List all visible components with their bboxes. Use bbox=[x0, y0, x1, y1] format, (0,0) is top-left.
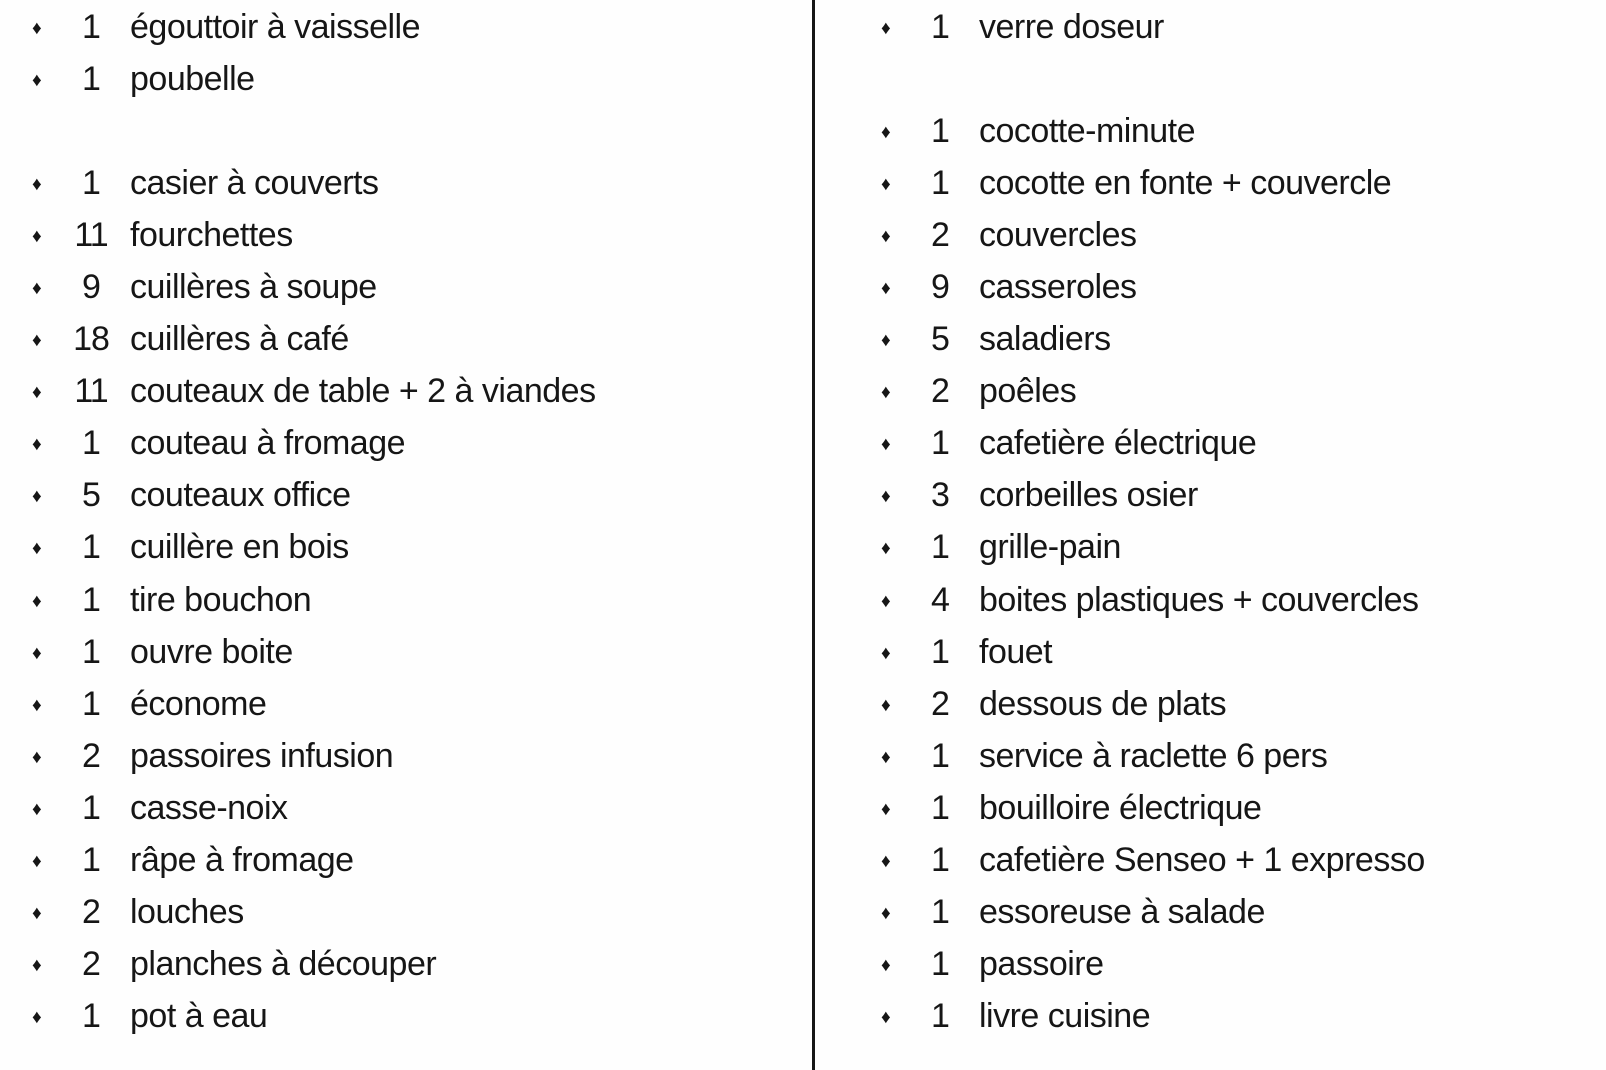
item-quantity: 1 bbox=[931, 7, 949, 46]
list-item bbox=[875, 835, 1606, 887]
item-label: couteaux office bbox=[130, 476, 351, 515]
item-label: poêles bbox=[979, 372, 1077, 411]
item-quantity: 2 bbox=[82, 945, 100, 984]
list-item bbox=[875, 887, 1606, 939]
list-item bbox=[26, 157, 812, 209]
item-label: cocotte-minute bbox=[979, 111, 1195, 150]
item-label: casse-noix bbox=[130, 788, 288, 827]
diamond-bullet-icon: ♦ bbox=[881, 590, 891, 612]
item-label: cocotte en fonte + couvercle bbox=[979, 163, 1392, 202]
item-label: économe bbox=[130, 684, 267, 723]
item-label: cafetière électrique bbox=[979, 424, 1257, 463]
item-label: ouvre boite bbox=[130, 632, 293, 671]
diamond-bullet-icon: ♦ bbox=[881, 903, 891, 925]
diamond-bullet-icon: ♦ bbox=[32, 434, 42, 456]
diamond-bullet-icon: ♦ bbox=[881, 382, 891, 404]
item-label: couteaux de table + 2 à viandes bbox=[130, 372, 596, 411]
diamond-bullet-icon: ♦ bbox=[32, 173, 42, 195]
item-quantity: 1 bbox=[931, 736, 949, 775]
list-item bbox=[875, 782, 1606, 834]
item-label: égouttoir à vaisselle bbox=[130, 7, 421, 46]
item-label: pot à eau bbox=[130, 997, 268, 1036]
diamond-bullet-icon: ♦ bbox=[881, 798, 891, 820]
list-item bbox=[875, 209, 1606, 261]
item-quantity: 11 bbox=[74, 215, 108, 254]
diamond-bullet-icon: ♦ bbox=[32, 903, 42, 925]
diamond-bullet-icon: ♦ bbox=[32, 746, 42, 768]
list-item bbox=[26, 626, 812, 678]
empty-row bbox=[26, 105, 812, 157]
item-label: fourchettes bbox=[130, 215, 293, 254]
item-quantity: 2 bbox=[931, 684, 949, 723]
list-item bbox=[26, 782, 812, 834]
list-item bbox=[875, 366, 1606, 418]
item-quantity: 1 bbox=[82, 424, 100, 463]
item-quantity: 2 bbox=[82, 893, 100, 932]
item-label: saladiers bbox=[979, 320, 1111, 359]
diamond-bullet-icon: ♦ bbox=[881, 851, 891, 873]
item-label: fouet bbox=[979, 632, 1053, 671]
item-label: poubelle bbox=[130, 59, 255, 98]
item-label: corbeilles osier bbox=[979, 476, 1198, 515]
list-item bbox=[26, 522, 812, 574]
diamond-bullet-icon: ♦ bbox=[32, 955, 42, 977]
diamond-bullet-icon: ♦ bbox=[32, 851, 42, 873]
item-quantity: 1 bbox=[82, 59, 100, 98]
item-quantity: 4 bbox=[931, 580, 949, 619]
list-item bbox=[875, 105, 1606, 157]
list-item bbox=[26, 574, 812, 626]
item-quantity: 9 bbox=[82, 268, 100, 307]
list-item bbox=[26, 887, 812, 939]
list-item bbox=[875, 261, 1606, 313]
diamond-bullet-icon: ♦ bbox=[32, 590, 42, 612]
item-quantity: 1 bbox=[82, 580, 100, 619]
item-quantity: 1 bbox=[931, 111, 949, 150]
list-item bbox=[875, 157, 1606, 209]
item-label: passoires infusion bbox=[130, 736, 394, 775]
list-item bbox=[26, 939, 812, 991]
diamond-bullet-icon: ♦ bbox=[32, 1007, 42, 1029]
diamond-bullet-icon: ♦ bbox=[32, 382, 42, 404]
item-quantity: 11 bbox=[74, 372, 108, 411]
item-quantity: 1 bbox=[82, 632, 100, 671]
list-item bbox=[26, 835, 812, 887]
item-label: couvercles bbox=[979, 215, 1137, 254]
list-item bbox=[26, 730, 812, 782]
diamond-bullet-icon: ♦ bbox=[32, 798, 42, 820]
list-item bbox=[26, 261, 812, 313]
item-label: tire bouchon bbox=[130, 580, 312, 619]
item-quantity: 1 bbox=[82, 684, 100, 723]
diamond-bullet-icon: ♦ bbox=[32, 330, 42, 352]
item-label: casier à couverts bbox=[130, 163, 379, 202]
item-quantity: 1 bbox=[82, 163, 100, 202]
item-label: dessous de plats bbox=[979, 684, 1227, 723]
list-item bbox=[875, 991, 1606, 1043]
item-label: cafetière Senseo + 1 expresso bbox=[979, 841, 1425, 880]
list-item bbox=[875, 730, 1606, 782]
item-label: cuillère en bois bbox=[130, 528, 349, 567]
item-label: planches à découper bbox=[130, 945, 437, 984]
item-quantity: 2 bbox=[82, 736, 100, 775]
diamond-bullet-icon: ♦ bbox=[881, 746, 891, 768]
list-item bbox=[26, 366, 812, 418]
diamond-bullet-icon: ♦ bbox=[881, 330, 891, 352]
diamond-bullet-icon: ♦ bbox=[32, 17, 42, 39]
item-quantity: 2 bbox=[931, 372, 949, 411]
list-item bbox=[26, 1, 812, 53]
item-quantity: 1 bbox=[931, 163, 949, 202]
diamond-bullet-icon: ♦ bbox=[881, 121, 891, 143]
diamond-bullet-icon: ♦ bbox=[881, 225, 891, 247]
item-label: bouilloire électrique bbox=[979, 788, 1262, 827]
item-label: essoreuse à salade bbox=[979, 893, 1265, 932]
list-item bbox=[875, 626, 1606, 678]
list-item bbox=[875, 418, 1606, 470]
diamond-bullet-icon: ♦ bbox=[32, 694, 42, 716]
diamond-bullet-icon: ♦ bbox=[881, 1007, 891, 1029]
list-item bbox=[875, 314, 1606, 366]
item-quantity: 5 bbox=[82, 476, 100, 515]
item-quantity: 5 bbox=[931, 320, 949, 359]
item-quantity: 1 bbox=[82, 997, 100, 1036]
item-quantity: 1 bbox=[931, 997, 949, 1036]
diamond-bullet-icon: ♦ bbox=[881, 17, 891, 39]
list-item bbox=[26, 53, 812, 105]
list-item bbox=[26, 470, 812, 522]
diamond-bullet-icon: ♦ bbox=[32, 486, 42, 508]
list-item bbox=[26, 678, 812, 730]
list-item bbox=[26, 418, 812, 470]
item-quantity: 18 bbox=[73, 320, 109, 359]
diamond-bullet-icon: ♦ bbox=[881, 278, 891, 300]
list-item bbox=[875, 678, 1606, 730]
diamond-bullet-icon: ♦ bbox=[881, 486, 891, 508]
item-quantity: 1 bbox=[931, 632, 949, 671]
empty-row bbox=[875, 53, 1606, 105]
diamond-bullet-icon: ♦ bbox=[32, 225, 42, 247]
item-quantity: 1 bbox=[82, 528, 100, 567]
diamond-bullet-icon: ♦ bbox=[881, 642, 891, 664]
item-label: passoire bbox=[979, 945, 1104, 984]
item-label: râpe à fromage bbox=[130, 841, 354, 880]
list-item bbox=[26, 991, 812, 1043]
diamond-bullet-icon: ♦ bbox=[32, 278, 42, 300]
list-item bbox=[26, 209, 812, 261]
diamond-bullet-icon: ♦ bbox=[32, 538, 42, 560]
diamond-bullet-icon: ♦ bbox=[881, 538, 891, 560]
item-quantity: 2 bbox=[931, 215, 949, 254]
diamond-bullet-icon: ♦ bbox=[32, 69, 42, 91]
list-item bbox=[875, 470, 1606, 522]
item-quantity: 1 bbox=[82, 788, 100, 827]
list-item bbox=[875, 574, 1606, 626]
list-item bbox=[875, 939, 1606, 991]
right-column bbox=[815, 0, 1606, 1070]
item-quantity: 3 bbox=[931, 476, 949, 515]
item-quantity: 1 bbox=[931, 841, 949, 880]
item-label: livre cuisine bbox=[979, 997, 1151, 1036]
item-label: verre doseur bbox=[979, 7, 1164, 46]
item-label: couteau à fromage bbox=[130, 424, 406, 463]
item-quantity: 9 bbox=[931, 268, 949, 307]
item-quantity: 1 bbox=[931, 893, 949, 932]
diamond-bullet-icon: ♦ bbox=[32, 642, 42, 664]
item-quantity: 1 bbox=[931, 788, 949, 827]
item-label: casseroles bbox=[979, 268, 1137, 307]
item-quantity: 1 bbox=[82, 841, 100, 880]
list-item bbox=[875, 1, 1606, 53]
item-label: grille-pain bbox=[979, 528, 1121, 567]
item-label: boites plastiques + couvercles bbox=[979, 580, 1419, 619]
item-quantity: 1 bbox=[931, 424, 949, 463]
diamond-bullet-icon: ♦ bbox=[881, 434, 891, 456]
item-quantity: 1 bbox=[931, 945, 949, 984]
item-label: cuillères à soupe bbox=[130, 268, 377, 307]
diamond-bullet-icon: ♦ bbox=[881, 173, 891, 195]
item-label: cuillères à café bbox=[130, 320, 349, 359]
item-label: louches bbox=[130, 893, 244, 932]
diamond-bullet-icon: ♦ bbox=[881, 955, 891, 977]
item-label: service à raclette 6 pers bbox=[979, 736, 1328, 775]
list-item bbox=[875, 522, 1606, 574]
item-quantity: 1 bbox=[82, 7, 100, 46]
item-quantity: 1 bbox=[931, 528, 949, 567]
diamond-bullet-icon: ♦ bbox=[881, 694, 891, 716]
list-item bbox=[26, 314, 812, 366]
